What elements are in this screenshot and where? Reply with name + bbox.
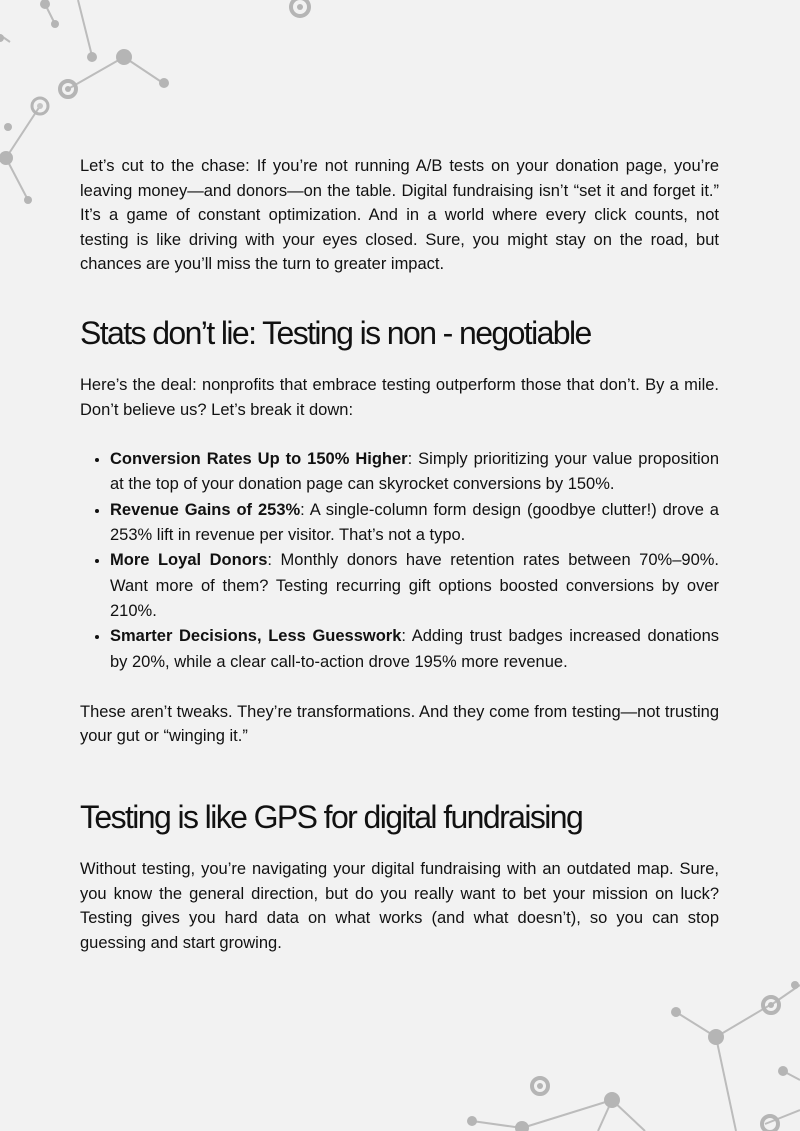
article-body: [80, 154, 719, 955]
list-item: [110, 447, 719, 498]
bullet-text: : Adding trust badges increased donations by 20%, while a clear call-to-action drove 195% more revenue.: [110, 627, 720, 671]
list-item: [110, 624, 719, 675]
bullet-title: Conversion Rates Up to 150% Higher: [110, 450, 408, 469]
list-item: [110, 498, 719, 549]
bullet-text: : A single-column form design (goodbye clutter!) drove a 253% lift in revenue per visitor. That’s not a typo.: [110, 500, 719, 545]
bullet-text: : Monthly donors have retention rates between 70%–90%. Want more of them? Testing recurring gift options boosted conversions by over 210%.: [110, 551, 719, 620]
stats-bullet-list: [80, 447, 719, 675]
list-item: [110, 548, 719, 624]
intro-paragraph: Let’s cut to the chase: If you’re not running A/B tests on your donation page, you’re leaving money—and donors—on the table. Digital fundraising isn’t “set it and forget it.” It’s a game of constant optimization. And in a world where every click counts, not testing is like driving with your eyes closed. Sure, you might stay on the road, but chances are you’ll miss the turn to greater impact.: [80, 157, 719, 274]
section-body-paragraph: Without testing, you’re navigating your digital fundraising with an outdated map. Sure, you know the general direction, but do you really want to bet your mission on luck? Testing gives you hard data on what works (and what doesn’t), so you can stop guessing and start growing.: [80, 860, 719, 952]
bullet-text: : Simply prioritizing your value proposition at the top of your donation page can skyrocket conversions by 150%.: [110, 450, 719, 494]
section-lead-paragraph: Here’s the deal: nonprofits that embrace testing outperform those that don’t. By a mile. Don’t believe us? Let’s break it down:: [80, 375, 719, 419]
bullet-title: More Loyal Donors: [110, 551, 268, 570]
section-heading-stats: Stats don’t lie: Testing is non - negotiable: [80, 314, 591, 351]
bullet-title: Revenue Gains of 253%: [110, 500, 301, 519]
bullet-title: Smarter Decisions, Less Guesswork: [110, 627, 402, 646]
section-closing-paragraph: These aren’t tweaks. They’re transformations. And they come from testing—not trusting your gut or “winging it.”: [80, 702, 719, 746]
section-heading-gps: Testing is like GPS for digital fundraising: [80, 799, 583, 836]
